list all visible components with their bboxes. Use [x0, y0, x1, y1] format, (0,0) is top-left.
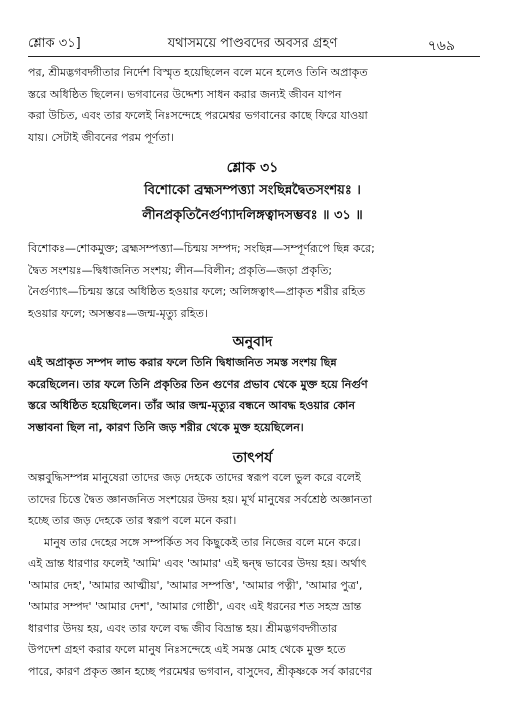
verse-line: লীনপ্রকৃতিনৈর্গুণ্যাদলিঙ্গত্বাদসম্ভবঃ ॥ ৩১ ॥ [142, 208, 363, 223]
purport-line: এই ভ্রান্ত ধারণার ফলেই 'আমি' এবং 'আমার' এই দ্বন্দ্ব ভাবের উদয় হয়। অর্থাৎ [28, 557, 367, 570]
synonyms-paragraph [28, 238, 480, 324]
intro-line: পর, শ্রীমদ্ভগবদ্গীতার নির্দেশ বিস্মৃত হয়েছিলেন বলে মনে হলেও তিনি অপ্রাকৃত [28, 66, 368, 79]
sanskrit-verse [0, 178, 505, 228]
purport-paragraph [28, 467, 480, 682]
translation-line: সম্ভাবনা ছিল না, কারণ তিনি জড় শরীর থেকে মুক্ত হয়েছিলেন। [28, 420, 304, 434]
synonym-line: বিশোকঃ—শোকমুক্ত; ব্রহ্মসম্পত্ত্যা—চিন্ময় সম্পদ; সংছিন্ন—সম্পূর্ণরূপে ছিন্ন করে; [28, 242, 375, 255]
translation-paragraph [28, 352, 480, 438]
header-chapter-title: যথাসময়ে পাণ্ডবদের অবসর গ্রহণ [167, 36, 338, 51]
purport-line: তাদের চিত্তে দ্বৈত জ্ঞানজনিত সংশয়ের উদয় হয়। মূর্খ মানুষের সর্বশ্রেষ্ঠ অজ্ঞানতা [28, 492, 372, 506]
intro-line: যায়। সেটাই জীবনের পরম পূর্ণতা। [28, 130, 174, 144]
purport-line: 'আমার সম্পদ' 'আমার দেশ', 'আমার গোষ্ঠী', এবং এই ধরনের শত সহস্র ভ্রান্ত [28, 600, 362, 613]
verse-line: বিশোকো ব্রহ্মসম্পত্ত্যা সংছিন্নদ্বৈতসংশয়ঃ । [144, 183, 361, 198]
header-divider [28, 56, 480, 57]
purport-line: 'আমার দেহ', 'আমার আত্মীয়', 'আমার সম্পত্তি', 'আমার পত্নী', 'আমার পুত্র', [28, 578, 363, 592]
synonym-line: নৈর্গুণ্যাৎ—চিন্ময় স্তরে অধিষ্ঠিত হওয়ার ফলে; অলিঙ্গত্বাৎ—প্রাকৃত শরীর রহিত [28, 285, 366, 298]
purport-line: অল্পবুদ্ধিসম্পন্ন মানুষেরা তাদের জড় দেহকে তাদের স্বরূপ বলে ভুল করে বলেই [28, 471, 361, 484]
translation-title: অনুবাদ [232, 334, 273, 350]
page-number: ৭৬৯ [427, 38, 455, 54]
translation-line: এই অপ্রাকৃত সম্পদ লাভ করার ফলে তিনি দ্বিধাজনিত সমস্ত সংশয় ছিন্ন [28, 356, 337, 369]
purport-line: মানুষ তার দেহের সঙ্গে সম্পর্কিত সব কিছুকেই তার নিজের বলে মনে করে। [44, 535, 361, 549]
header-verse-ref: শ্লোক ৩১] [28, 36, 81, 51]
purport-line: উপদেশ গ্রহণ করার ফলে মানুষ নিঃসন্দেহে এই সমস্ত মোহ থেকে মুক্ত হতে [28, 643, 346, 656]
synonym-line: দ্বৈত সংশয়ঃ—দ্বিধাজনিত সংশয়; লীন—বিলীন; প্রকৃতি—জড়া প্রকৃতি; [28, 263, 333, 277]
translation-line: স্তরে অধিষ্ঠিত হয়েছিলেন। তাঁর আর জন্ম-মৃত্যুর বন্ধনে আবদ্ধ হওয়ার কোন [28, 399, 355, 412]
translation-line: করেছিলেন। তার ফলে তিনি প্রকৃতির তিন গুণের প্রভাব থেকে মুক্ত হয়ে নির্গুণ [28, 377, 368, 391]
purport-line: ধারণার উদয় হয়, এবং তার ফলে বদ্ধ জীব বিভ্রান্ত হয়। শ্রীমদ্ভগবদ্গীতার [28, 621, 338, 635]
verse-title: শ্লোক ৩১ [226, 160, 279, 176]
intro-line: করা উচিত, এবং তার ফলেই নিঃসন্দেহে পরমেশ্বর ভগবানের কাছে ফিরে যাওয়া [28, 109, 368, 122]
synonym-line: হওয়ার ফলে; অসম্ভবঃ—জন্ম-মৃত্যু রহিত। [28, 306, 208, 320]
intro-paragraph [28, 62, 480, 148]
purport-line: পারে, কারণ প্রকৃত জ্ঞান হচ্ছে পরমেশ্বর ভগবান, বাসুদেব, শ্রীকৃষ্ণকে সর্ব কারণের [28, 664, 373, 678]
purport-line: হচ্ছে তার জড় দেহকে তার স্বরূপ বলে মনে করা। [28, 514, 237, 527]
purport-title: তাৎপর্য [232, 450, 273, 466]
intro-line: স্তরে অধিষ্ঠিত ছিলেন। ভগবানের উদ্দেশ্য সাধন করার জন্যই জীবন যাপন [28, 87, 342, 101]
